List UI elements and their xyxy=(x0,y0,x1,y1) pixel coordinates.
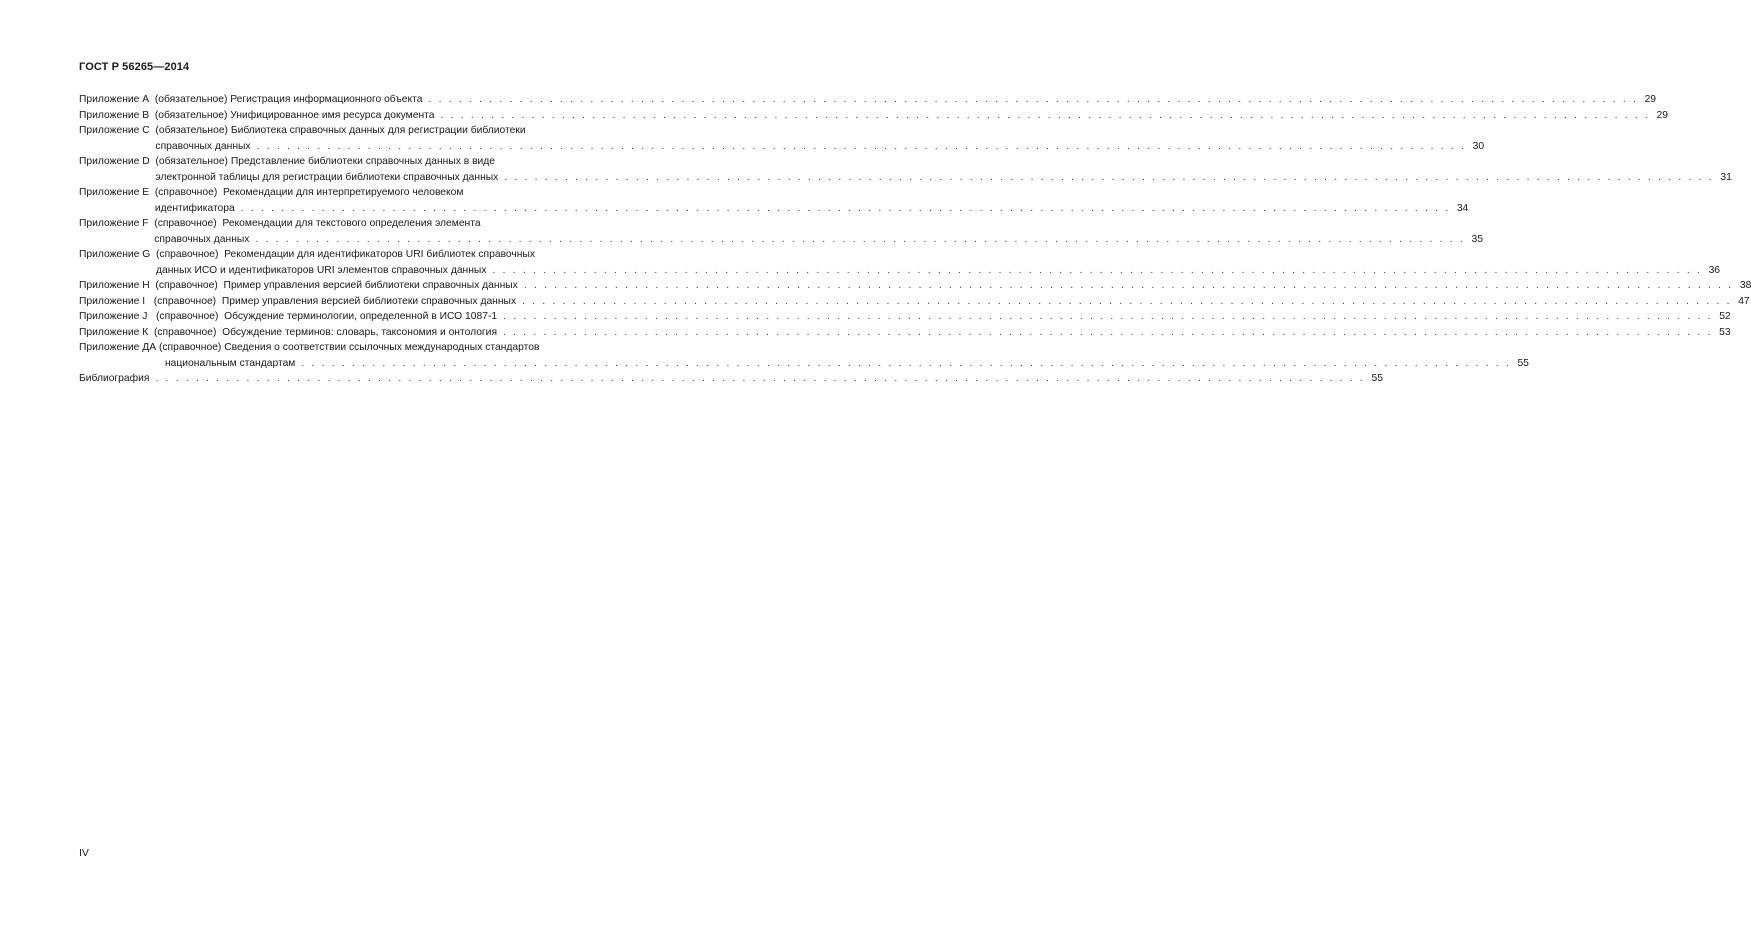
toc-entry[interactable] xyxy=(79,108,1669,124)
document-header: ГОСТ Р 56265—2014 xyxy=(79,61,190,73)
toc-leader-dots: . . . . . . . . . . . . . . . . . . . . . . . . . . . . . . . . . . . . . . . . . . . . . . . . . . . . . . . . . . . . . . . . . . . . . . . . . . . . . . . . . . . . . . . . . . . . . . . . . . . . . . . . . . . . . . . . . . . . . . . . xyxy=(504,171,1714,183)
toc-entry-title: (справочное) Обсуждение терминологии, определенной в ИСО 1087-1 xyxy=(156,311,498,322)
toc-entry[interactable] xyxy=(79,185,1469,216)
toc-page-number: 30 xyxy=(1472,140,1485,152)
table-of-contents xyxy=(79,92,1751,387)
toc-page-number: 34 xyxy=(1456,202,1469,214)
toc-entry[interactable] xyxy=(79,92,1657,108)
toc-page-number: 29 xyxy=(1656,109,1669,121)
toc-page-number: 35 xyxy=(1471,233,1483,245)
toc-entry-title: (справочное) Пример управления версией библиотеки справочных данных xyxy=(155,280,518,291)
toc-entry[interactable] xyxy=(79,325,1731,341)
toc-entry-title: идентификатора xyxy=(154,202,235,214)
toc-page-number: 47 xyxy=(1738,295,1750,307)
toc-entry[interactable] xyxy=(79,309,1731,325)
toc-entry-label: Приложение J xyxy=(79,311,156,322)
toc-entry-label: Приложение F xyxy=(79,218,155,229)
toc-entry[interactable] xyxy=(79,247,1721,278)
toc-entry-label: Приложение Е xyxy=(79,187,155,198)
toc-entry-title: (справочное) Рекомендации для интерпретируемого человеком xyxy=(154,187,464,198)
toc-entry-label: Приложение Н xyxy=(79,280,156,291)
toc-entry-label: Приложение ДА xyxy=(79,342,159,353)
toc-entry-label: Приложение А xyxy=(79,94,155,105)
toc-entry-label: Приложение G xyxy=(79,249,156,260)
toc-entry-label: Приложение В xyxy=(79,109,155,121)
toc-entry-label: Приложение К xyxy=(79,326,154,338)
toc-entry-title: данных ИСО и идентификаторов URI элементов справочных данных xyxy=(156,264,487,276)
toc-entry-label: Библиография xyxy=(79,373,150,384)
toc-entry-label: Приложение I xyxy=(79,295,154,307)
toc-entry[interactable] xyxy=(79,294,1750,310)
toc-entry[interactable] xyxy=(79,123,1485,154)
toc-leader-dots: . . . . . . . . . . . . . . . . . . . . . . . . . . . . . . . . . . . . . . . . . . . . . . . . . . . . . . . . . . . . . . . . . . . . . . . . . . . . . . . . . . . . . . . . . . . . . . . . . . . . . . . . . . . . . . . . . . . . . . . . xyxy=(523,280,1734,291)
toc-page-number: 29 xyxy=(1644,94,1657,105)
toc-page-number: 38 xyxy=(1739,280,1751,291)
toc-entry-title: (справочное) Рекомендации для текстового определения элемента xyxy=(154,218,481,229)
toc-leader-dots: . . . . . . . . . . . . . . . . . . . . . . . . . . . . . . . . . . . . . . . . . . . . . . . . . . . . . . . . . . . . . . . . . . . . . . . . . . . . . . . . . . . . . . . . . . . . . . . . . . . . . . . . . . . . . . . . . . . . . . . . xyxy=(503,311,1713,322)
toc-entry-title: справочных данных xyxy=(154,233,250,245)
toc-leader-dots: . . . . . . . . . . . . . . . . . . . . . . . . . . . . . . . . . . . . . . . . . . . . . . . . . . . . . . . . . . . . . . . . . . . . . . . . . . . . . . . . . . . . . . . . . . . . . . . . . . . . . . . . . . . . . . . . . . . . . . . . xyxy=(256,140,1467,152)
toc-entry-label: Приложение D xyxy=(79,156,156,167)
toc-entry[interactable] xyxy=(79,278,1751,294)
toc-leader-dots: . . . . . . . . . . . . . . . . . . . . . . . . . . . . . . . . . . . . . . . . . . . . . . . . . . . . . . . . . . . . . . . . . . . . . . . . . . . . . . . . . . . . . . . . . . . . . . . . . . . . . . . . . . . . . . . . . . . . . . . . xyxy=(503,326,1713,338)
toc-entry-title: (справочное) Пример управления версией библиотеки справочных данных xyxy=(153,295,517,307)
toc-page-number: 53 xyxy=(1719,326,1731,338)
toc-entry-title: национальным стандартам xyxy=(164,357,296,369)
toc-page-number: 36 xyxy=(1708,264,1721,276)
toc-entry-title: (обязательное) Представление библиотеки справочных данных в виде xyxy=(155,156,496,167)
toc-entry-title: (справочное) Обсуждение терминов: словарь, таксономия и онтология xyxy=(153,326,498,338)
toc-leader-dots: . . . . . . . . . . . . . . . . . . . . . . . . . . . . . . . . . . . . . . . . . . . . . . . . . . . . . . . . . . . . . . . . . . . . . . . . . . . . . . . . . . . . . . . . . . . . . . . . . . . . . . . . . . . . . . . . . . . . . . . . xyxy=(440,109,1651,121)
page-number: IV xyxy=(79,847,89,859)
toc-leader-dots: . . . . . . . . . . . . . . . . . . . . . . . . . . . . . . . . . . . . . . . . . . . . . . . . . . . . . . . . . . . . . . . . . . . . . . . . . . . . . . . . . . . . . . . . . . . . . . . . . . . . . . . . . . . . . . . . . . . . . . . . xyxy=(240,202,1451,214)
toc-entry[interactable] xyxy=(79,216,1483,247)
toc-page-number: 31 xyxy=(1720,171,1732,183)
toc-entry-title: справочных данных xyxy=(155,140,251,152)
toc-page-number: 55 xyxy=(1517,357,1529,369)
toc-entry-label: Приложение С xyxy=(79,125,156,136)
toc-entry[interactable] xyxy=(79,340,1529,371)
toc-entry-title: (обязательное) Регистрация информационного объекта xyxy=(154,94,423,105)
toc-entry[interactable] xyxy=(79,154,1732,185)
toc-entry-title: электронной таблицы для регистрации библиотеки справочных данных xyxy=(155,171,499,183)
toc-leader-dots: . . . . . . . . . . . . . . . . . . . . . . . . . . . . . . . . . . . . . . . . . . . . . . . . . . . . . . . . . . . . . . . . . . . . . . . . . . . . . . . . . . . . . . . . . . . . . . . . . . . . . . . . . . . . . . . . . . . . . . . . xyxy=(255,233,1465,245)
toc-entry[interactable] xyxy=(79,371,1383,387)
toc-leader-dots: . . . . . . . . . . . . . . . . . . . . . . . . . . . . . . . . . . . . . . . . . . . . . . . . . . . . . . . . . . . . . . . . . . . . . . . . . . . . . . . . . . . . . . . . . . . . . . . . . . . . . . . . . . . . . . . . . . . . . . . . xyxy=(428,94,1639,105)
toc-entry-title: (справочное) Рекомендации для идентификаторов URI библиотек справочных xyxy=(156,249,536,260)
toc-leader-dots: . . . . . . . . . . . . . . . . . . . . . . . . . . . . . . . . . . . . . . . . . . . . . . . . . . . . . . . . . . . . . . . . . . . . . . . . . . . . . . . . . . . . . . . . . . . . . . . . . . . . . . . . . . . . . . . . . . . . . . . . xyxy=(301,357,1511,369)
toc-leader-dots: . . . . . . . . . . . . . . . . . . . . . . . . . . . . . . . . . . . . . . . . . . . . . . . . . . . . . . . . . . . . . . . . . . . . . . . . . . . . . . . . . . . . . . . . . . . . . . . . . . . . . . . . . . . . . . . . . . . . . . . . xyxy=(492,264,1703,276)
toc-entry-title: (справочное) Сведения о соответствии ссылочных международных стандартов xyxy=(158,342,540,353)
toc-leader-dots: . . . . . . . . . . . . . . . . . . . . . . . . . . . . . . . . . . . . . . . . . . . . . . . . . . . . . . . . . . . . . . . . . . . . . . . . . . . . . . . . . . . . . . . . . . . . . . . . . . . . . . . . . . . . . . . . . . . . . . . . xyxy=(155,373,1365,384)
toc-entry-title: (обязательное) Унифицированное имя ресурса документа xyxy=(154,109,435,121)
toc-entry-title: (обязательное) Библиотека справочных данных для регистрации библиотеки xyxy=(155,125,526,136)
toc-leader-dots: . . . . . . . . . . . . . . . . . . . . . . . . . . . . . . . . . . . . . . . . . . . . . . . . . . . . . . . . . . . . . . . . . . . . . . . . . . . . . . . . . . . . . . . . . . . . . . . . . . . . . . . . . . . . . . . . . . . . . . . . xyxy=(522,295,1732,307)
toc-page-number: 55 xyxy=(1371,373,1383,384)
toc-page-number: 52 xyxy=(1719,311,1731,322)
